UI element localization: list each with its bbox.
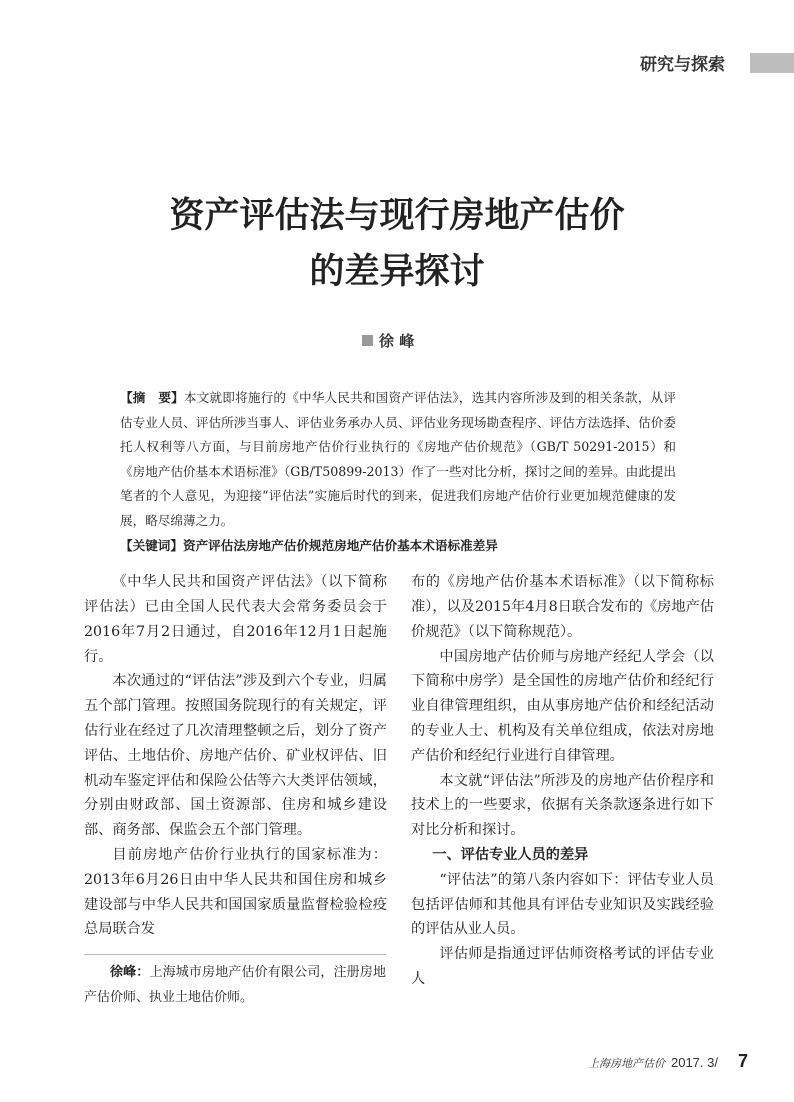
author-name: 徐 峰	[379, 332, 415, 350]
left-column	[84, 570, 387, 1011]
paragraph: 布的《房地产估价基本术语标准》（以下简称标准），以及2015年4月8日联合发布的《房地产估价规范》（以下简称规范）。	[411, 574, 714, 640]
paragraph: 本文就“评估法”所涉及的房地产估价程序和技术上的一些要求，依据有关条款逐条进行如下对比分析和探讨。	[411, 772, 714, 839]
abstract	[120, 386, 676, 558]
paragraph: 本次通过的“评估法”涉及到六个专业，归属五个部门管理。按照国务院现行的有关规定，评估行业在经过了几次清理整顿之后，划分了资产评估、土地估价、房地产估价、矿业权评估、旧机动车鉴定评估和保险公估等六大类评估领域，分别由财政部、国土资源部、住房和城乡建设部、商务部、保监会五个部门管理。	[84, 673, 387, 839]
footnote-name: 徐峰：	[110, 965, 150, 981]
spacer	[84, 942, 387, 954]
right-column	[411, 570, 714, 1011]
paragraph: 《中华人民共和国资产评估法》（以下简称评估法）已由全国人民代表大会常务委员会于2016年7月2日通过，自2016年12月1日起施行。	[84, 574, 387, 665]
abstract-text: 本文就即将施行的《中华人民共和国资产评估法》，选其内容所涉及到的相关条款，从评估专业人员、评估所涉当事人、评估业务承办人员、评估业务现场勘查程序、评估方法选择、估价委托人权利等八方面，与目前房地产估价行业执行的《房地产估价规范》（GB/T 50291-2015）和《房地产估价基本术语标准》（GB/T50899-2013）作了一些对比分析，探讨之间的差异。由此提出笔者的个人意见，为迎接“评估法”实施后时代的到来，促进我们房地产估价行业更加规范健康的发展，略尽绵薄之力。	[120, 390, 676, 528]
keywords: 资产评估法房地产估价规范房地产估价基本术语标准差异	[182, 537, 498, 553]
page-number: 7	[737, 1050, 748, 1071]
footnote-text: 上海城市房地产估价有限公司，注册房地产估价师、执业土地估价师。	[84, 965, 386, 1005]
journal-logo: 上海房地产估价	[587, 1056, 665, 1070]
footnote	[84, 961, 386, 1011]
title-line-2: 的差异探讨	[309, 252, 485, 292]
section-heading: 一、评估专业人员的差异	[432, 846, 589, 863]
paragraph: 中国房地产估价师与房地产经纪人学会（以下简称中房学）是全国性的房地产估价和经纪行业自律管理组织，由从事房地产估价和经纪活动的专业人士、机构及有关单位组成，依法对房地产估价和经纪行业进行自律管理。	[411, 648, 714, 764]
paragraph: “评估法”的第八条内容如下：评估专业人员包括评估师和其他具有评估专业知识及实践经验的评估从业人员。	[411, 871, 714, 938]
body-columns	[84, 570, 794, 1011]
footnote-divider	[84, 954, 386, 955]
page-footer	[0, 1051, 794, 1072]
abstract-label: 【摘 要】	[120, 390, 184, 405]
issue-number: 2017. 3/	[670, 1054, 718, 1070]
paragraph: 评估师是指通过评估师资格考试的评估专业人	[411, 946, 714, 987]
paragraph: 目前房地产估价行业执行的国家标准为：2013年6月26日由中华人民共和国住房和城乡建设部与中华人民共和国国家质量监督检验检疫总局联合发	[84, 846, 387, 938]
section-label: 研究与探索	[640, 55, 725, 75]
title-line-1: 资产评估法与现行房地产估价	[169, 196, 625, 236]
keywords-label: 【关键词】	[120, 537, 183, 553]
